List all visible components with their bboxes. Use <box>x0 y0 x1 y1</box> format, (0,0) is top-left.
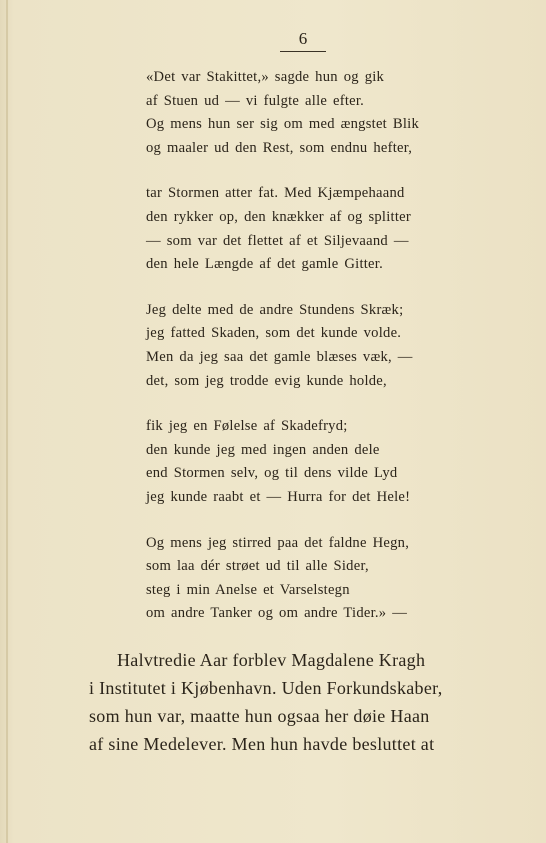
poem-line: den kunde jeg med ingen anden dele <box>146 441 380 458</box>
stanza <box>146 182 466 276</box>
poem-line: af Stuen ud — vi fulgte alle efter. <box>146 92 365 109</box>
poem-line: og maaler ud den Rest, som endnu hefter, <box>146 139 413 156</box>
poem-line: steg i min Anelse et Varselstegn <box>146 581 350 598</box>
poem-line: som laa dér strøet ud til alle Sider, <box>146 558 369 575</box>
prose-line: af sine Medelever. Men hun havde besluttet at <box>89 734 435 754</box>
poem-line: «Det var Stakittet,» sagde hun og gik <box>146 69 385 85</box>
prose-line: Halvtredie Aar forblev Magdalene Kragh <box>117 650 426 670</box>
binding-gutter <box>6 0 8 843</box>
poem-line: end Stormen selv, og til dens vilde Lyd <box>146 465 398 482</box>
stanza <box>146 532 466 626</box>
poem-line: den hele Længde af det gamle Gitter. <box>146 256 383 273</box>
page-number: 6 <box>280 30 326 52</box>
prose-line: som hun var, maatte hun ogsaa her døie Haan <box>89 706 430 726</box>
stanza <box>146 415 466 509</box>
prose-paragraph <box>89 646 507 758</box>
poem-line: Og mens hun ser sig om med ængstet Blik <box>146 116 420 133</box>
poem-line: om andre Tanker og om andre Tider.» — <box>146 605 408 622</box>
poem-line: Og mens jeg stirred paa det faldne Hegn, <box>146 534 410 551</box>
poem <box>146 66 466 648</box>
prose-line: i Institutet i Kjøbenhavn. Uden Forkundskaber, <box>89 678 443 698</box>
poem-line: den rykker op, den knækker af og splitter <box>146 208 411 225</box>
stanza <box>146 66 466 160</box>
poem-line: Jeg delte med de andre Stundens Skræk; <box>146 301 404 318</box>
poem-line: jeg kunde raabt et — Hurra for det Hele! <box>146 488 411 505</box>
poem-line: fik jeg en Følelse af Skadefryd; <box>146 418 348 435</box>
poem-line: — som var det flettet af et Siljevaand — <box>146 232 409 249</box>
stanza <box>146 299 466 393</box>
poem-line: jeg fatted Skaden, som det kunde volde. <box>146 325 402 342</box>
poem-line: Men da jeg saa det gamle blæses væk, — <box>146 348 413 365</box>
poem-line: det, som jeg trodde evig kunde holde, <box>146 372 387 389</box>
poem-line: tar Stormen atter fat. Med Kjæmpehaand <box>146 185 405 202</box>
